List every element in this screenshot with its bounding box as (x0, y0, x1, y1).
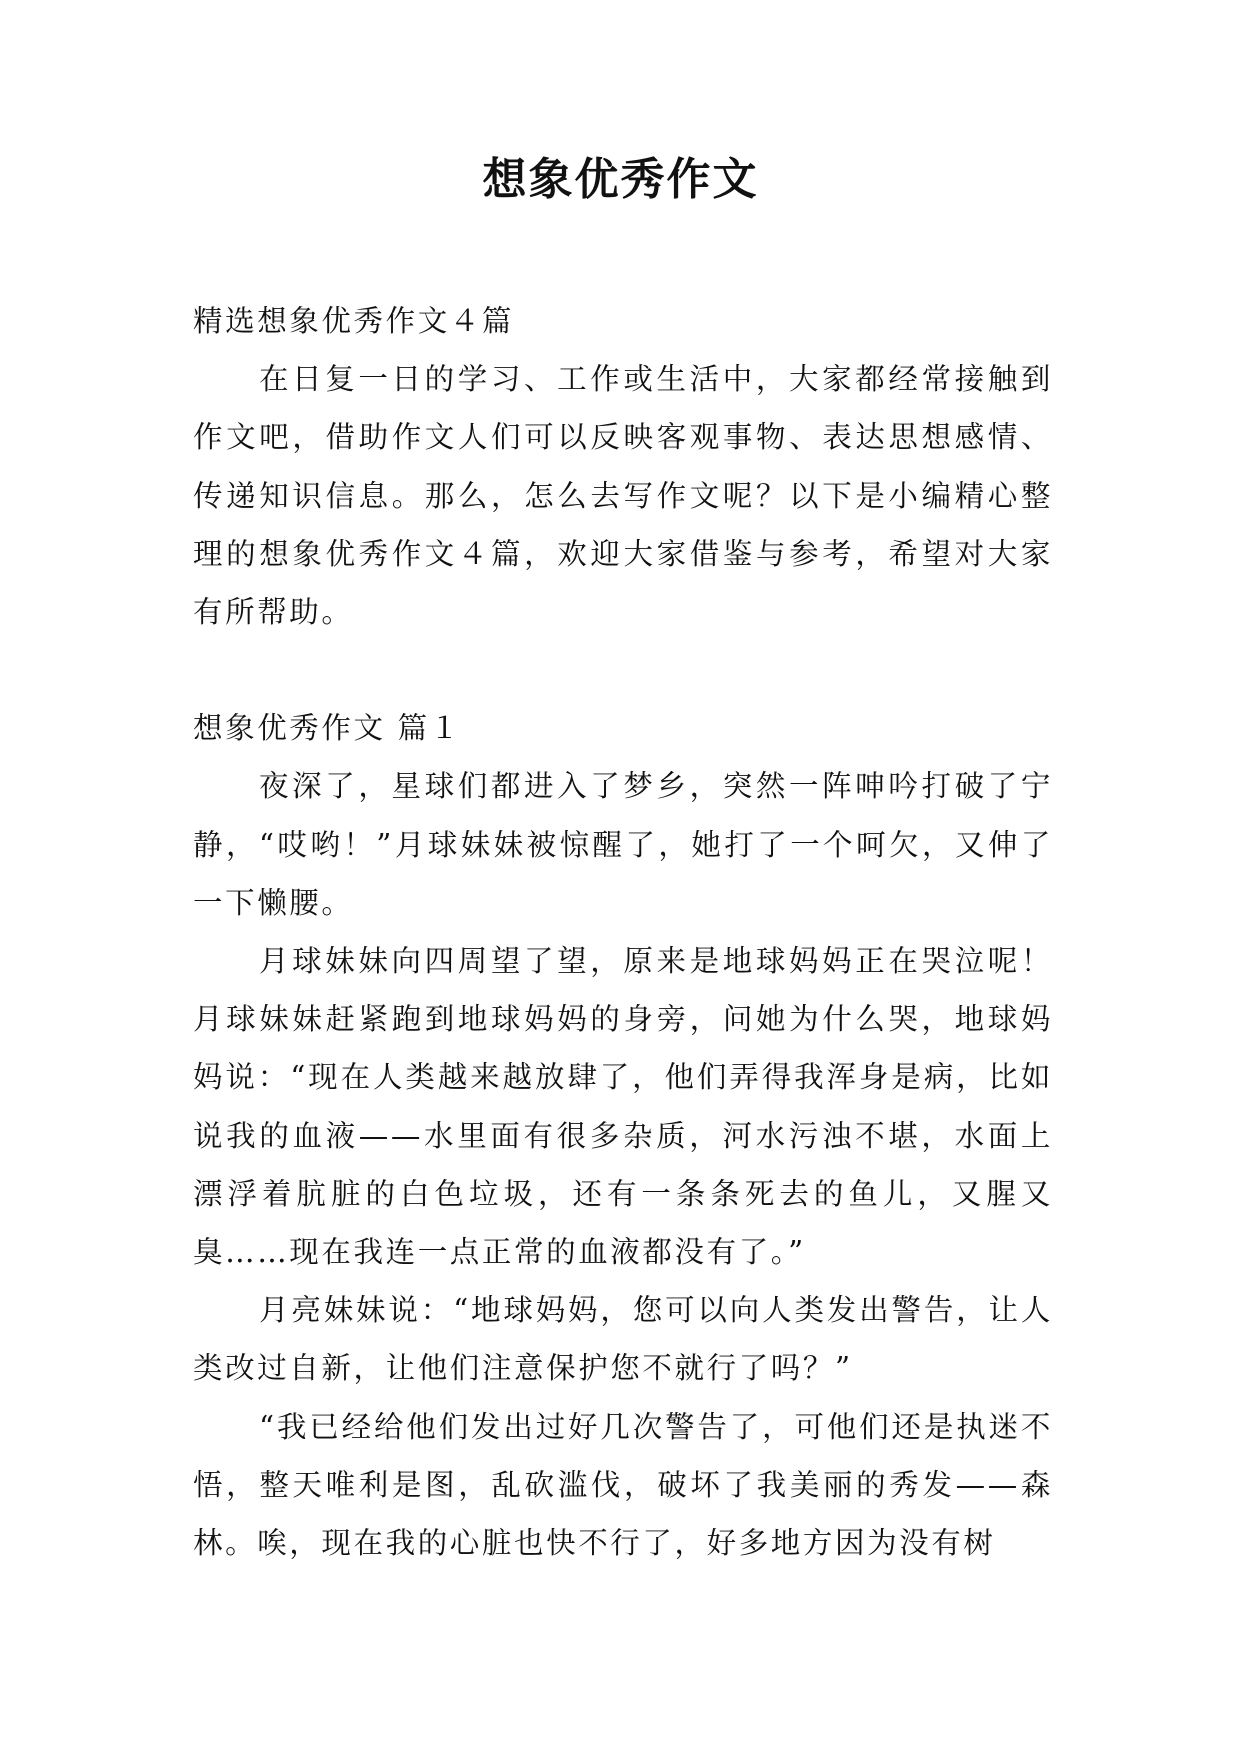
body-paragraph: 夜深了，星球们都进入了梦乡，突然一阵呻吟打破了宁静，“哎哟！”月球妹妹被惊醒了，她打了一个呵欠，又伸了一下懒腰。 (193, 769, 1053, 920)
body-paragraph: 月球妹妹向四周望了望，原来是地球妈妈正在哭泣呢！月球妹妹赶紧跑到地球妈妈的身旁，问她为什么哭，地球妈妈说：“现在人类越来越放肆了，他们弄得我浑身是病，比如说我的血液——水里面有很多杂质，河水污浊不堪，水面上漂浮着肮脏的白色垃圾，还有一条条死去的鱼儿，又腥又臭……现在我连一点正常的血液都没有了。” (193, 944, 1053, 1270)
section-heading: 想象优秀作文 篇１ (193, 711, 462, 746)
document-title: 想象优秀作文 (482, 154, 759, 205)
body-paragraph: “我已经给他们发出过好几次警告了，可他们还是执迷不悟，整天唯利是图，乱砍滥伐，破坏了我美丽的秀发——森林。唉，现在我的心脏也快不行了，好多地方因为没有树 (193, 1409, 1053, 1561)
document-body (193, 292, 1053, 1572)
section-spacer (193, 641, 1053, 699)
intro-heading: 精选想象优秀作文４篇 (193, 304, 515, 338)
intro-paragraph: 在日复一日的学习、工作或生活中，大家都经常接触到作文吧，借助作文人们可以反映客观事物、表达思想感情、传递知识信息。那么，怎么去写作文呢？以下是小编精心整理的想象优秀作文４篇，欢迎大家借鉴与参考，希望对大家有所帮助。 (193, 362, 1053, 630)
body-paragraph: 月亮妹妹说：“地球妈妈，您可以向人类发出警告，让人类改过自新，让他们注意保护您不就行了吗？” (193, 1293, 1053, 1386)
